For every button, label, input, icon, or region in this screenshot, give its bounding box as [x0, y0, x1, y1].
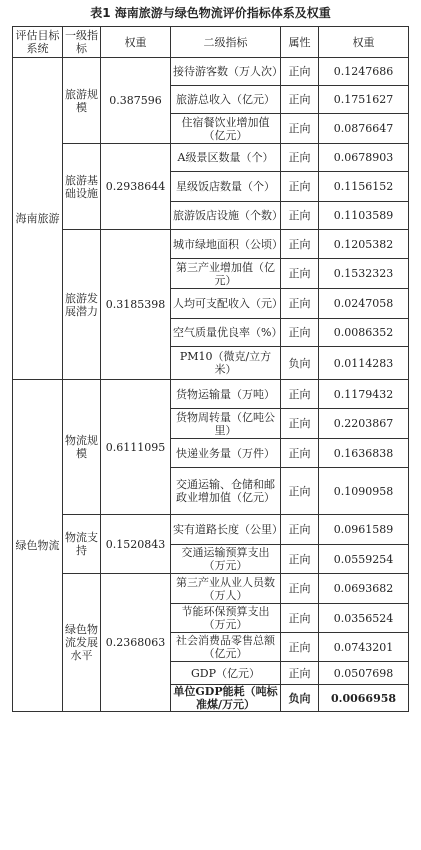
attribute-cell: 正向 [281, 230, 319, 259]
system-name-cell: 海南旅游 [13, 58, 63, 380]
table-row [13, 58, 409, 86]
table-row [13, 574, 409, 604]
level2-weight-cell: 0.0876647 [319, 114, 409, 144]
header-level1-weight: 权重 [101, 27, 171, 58]
level2-weight-cell: 0.1247686 [319, 58, 409, 86]
attribute-cell: 正向 [281, 144, 319, 172]
level2-weight-cell: 0.0559254 [319, 545, 409, 574]
level2-name-cell: 星级饭店数量（个） [171, 172, 281, 202]
attribute-cell: 正向 [281, 468, 319, 515]
attribute-cell: 正向 [281, 633, 319, 662]
indicator-table [12, 26, 409, 712]
level2-name-cell: 节能环保预算支出（万元） [171, 604, 281, 633]
attribute-cell: 正向 [281, 259, 319, 289]
level2-name-cell: 快递业务量（万件） [171, 439, 281, 468]
level1-name-cell: 旅游基础设施 [63, 144, 101, 230]
level2-weight-cell: 0.1156152 [319, 172, 409, 202]
level1-name-cell: 物流规模 [63, 380, 101, 515]
level2-weight-cell: 0.0961589 [319, 515, 409, 545]
attribute-cell: 负向 [281, 685, 319, 712]
attribute-cell: 正向 [281, 662, 319, 685]
level2-name-cell: GDP（亿元） [171, 662, 281, 685]
level2-weight-cell: 0.0693682 [319, 574, 409, 604]
header-attribute: 属性 [281, 27, 319, 58]
level1-name-cell: 旅游发展潜力 [63, 230, 101, 380]
attribute-cell: 正向 [281, 545, 319, 574]
level1-weight-cell: 0.2938644 [101, 144, 171, 230]
attribute-cell: 负向 [281, 347, 319, 380]
attribute-cell: 正向 [281, 409, 319, 439]
level2-weight-cell: 0.1751627 [319, 86, 409, 114]
level2-weight-cell: 0.0066958 [319, 685, 409, 712]
system-name-cell: 绿色物流 [13, 380, 63, 712]
table-row [13, 515, 409, 545]
level2-name-cell: 社会消费品零售总额（亿元） [171, 633, 281, 662]
attribute-cell: 正向 [281, 202, 319, 230]
level2-weight-cell: 0.0114283 [319, 347, 409, 380]
level1-weight-cell: 0.6111095 [101, 380, 171, 515]
level1-name-cell: 绿色物流发展水平 [63, 574, 101, 712]
level2-weight-cell: 0.1103589 [319, 202, 409, 230]
level2-name-cell: 第三产业增加值（亿元） [171, 259, 281, 289]
level2-name-cell: 旅游总收入（亿元） [171, 86, 281, 114]
attribute-cell: 正向 [281, 58, 319, 86]
level2-name-cell: 空气质量优良率（%） [171, 319, 281, 347]
level1-weight-cell: 0.2368063 [101, 574, 171, 712]
header-level2: 二级指标 [171, 27, 281, 58]
attribute-cell: 正向 [281, 172, 319, 202]
level2-name-cell: 单位GDP能耗（吨标准煤/万元） [171, 685, 281, 712]
table-row [13, 380, 409, 409]
table-caption: 表1 海南旅游与绿色物流评价指标体系及权重 [90, 6, 331, 20]
level2-name-cell: 第三产业从业人员数（万人） [171, 574, 281, 604]
level2-name-cell: A级景区数量（个） [171, 144, 281, 172]
header-row [13, 27, 409, 58]
attribute-cell: 正向 [281, 114, 319, 144]
attribute-cell: 正向 [281, 439, 319, 468]
attribute-cell: 正向 [281, 380, 319, 409]
level2-name-cell: 人均可支配收入（元） [171, 289, 281, 319]
level2-name-cell: 交通运输、仓储和邮政业增加值（亿元） [171, 468, 281, 515]
level2-weight-cell: 0.1090958 [319, 468, 409, 515]
level2-name-cell: 交通运输预算支出（万元） [171, 545, 281, 574]
header-level1: 一级指标 [63, 27, 101, 58]
level2-weight-cell: 0.0678903 [319, 144, 409, 172]
level2-name-cell: 货物运输量（万吨） [171, 380, 281, 409]
header-level2-weight: 权重 [319, 27, 409, 58]
level2-name-cell: PM10（微克/立方米） [171, 347, 281, 380]
level2-name-cell: 城市绿地面积（公顷） [171, 230, 281, 259]
level1-weight-cell: 0.3185398 [101, 230, 171, 380]
header-system: 评估目标系统 [13, 27, 63, 58]
attribute-cell: 正向 [281, 574, 319, 604]
level2-name-cell: 住宿餐饮业增加值（亿元） [171, 114, 281, 144]
attribute-cell: 正向 [281, 515, 319, 545]
attribute-cell: 正向 [281, 604, 319, 633]
table-row [13, 230, 409, 259]
level1-weight-cell: 0.387596 [101, 58, 171, 144]
level2-weight-cell: 0.0507698 [319, 662, 409, 685]
level2-weight-cell: 0.2203867 [319, 409, 409, 439]
level2-weight-cell: 0.1205382 [319, 230, 409, 259]
level1-weight-cell: 0.1520843 [101, 515, 171, 574]
level2-weight-cell: 0.0743201 [319, 633, 409, 662]
attribute-cell: 正向 [281, 319, 319, 347]
level1-name-cell: 物流支持 [63, 515, 101, 574]
level2-weight-cell: 0.1532323 [319, 259, 409, 289]
level2-name-cell: 实有道路长度（公里） [171, 515, 281, 545]
table-row [13, 144, 409, 172]
level2-weight-cell: 0.1636838 [319, 439, 409, 468]
level1-name-cell: 旅游规模 [63, 58, 101, 144]
attribute-cell: 正向 [281, 289, 319, 319]
table-body [13, 58, 409, 712]
level2-weight-cell: 0.0086352 [319, 319, 409, 347]
level2-name-cell: 旅游饭店设施（个数） [171, 202, 281, 230]
level2-weight-cell: 0.1179432 [319, 380, 409, 409]
attribute-cell: 正向 [281, 86, 319, 114]
level2-weight-cell: 0.0247058 [319, 289, 409, 319]
level2-name-cell: 货物周转量（亿吨公里） [171, 409, 281, 439]
level2-weight-cell: 0.0356524 [319, 604, 409, 633]
level2-name-cell: 接待游客数（万人次） [171, 58, 281, 86]
